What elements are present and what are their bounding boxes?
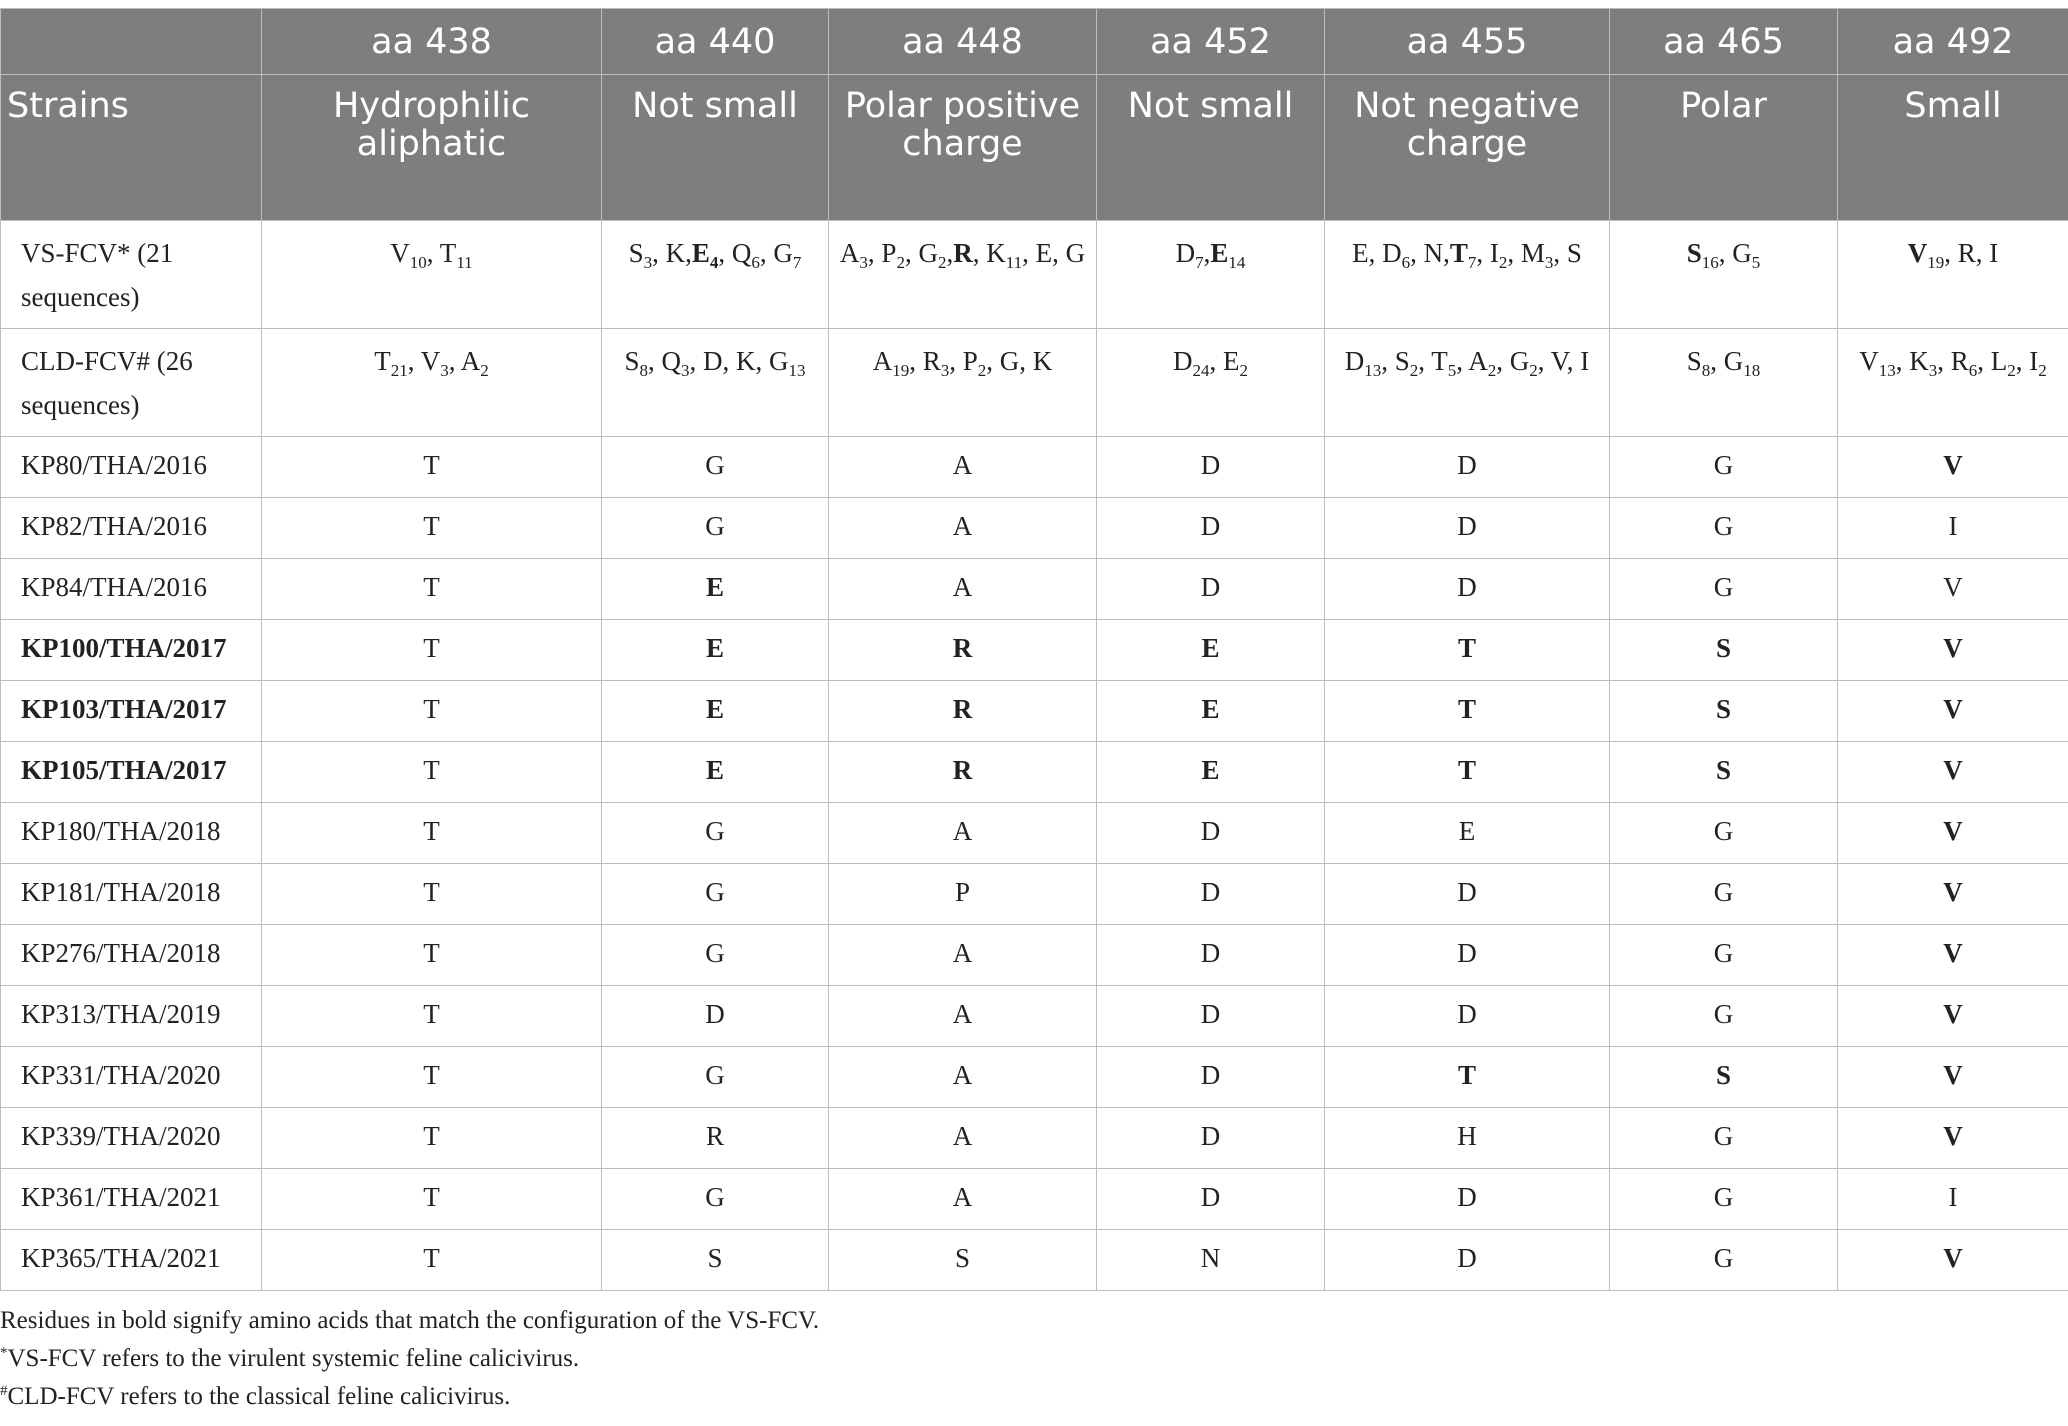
residue-cell-aa438: T	[262, 1047, 602, 1108]
header-cell-property-492: Small	[1838, 75, 2068, 221]
strain-name-cell: KP84/THA/2016	[1, 559, 262, 620]
strain-row	[1, 925, 2068, 986]
residue-cell-aa452: E	[1097, 742, 1325, 803]
residue-count: 5	[1447, 361, 1457, 380]
strain-name-cell: KP82/THA/2016	[1, 498, 262, 559]
residue-cell-aa440: G	[602, 1169, 829, 1230]
residue-cell-aa440: G	[602, 1047, 829, 1108]
header-cell-aa452: aa 452	[1097, 9, 1325, 75]
strain-name-cell: KP339/THA/2020	[1, 1108, 262, 1169]
residue-count: 7	[1467, 253, 1477, 272]
residue-text: , R	[909, 346, 941, 376]
header-cell-aa448: aa 448	[829, 9, 1097, 75]
residue-cell-aa455	[1325, 329, 1610, 437]
residue-cell-aa455: T	[1325, 742, 1610, 803]
strain-name-cell: KP80/THA/2016	[1, 437, 262, 498]
residue-count: 3	[859, 253, 868, 272]
strain-row	[1, 620, 2068, 681]
residue-cell-aa465: G	[1610, 925, 1838, 986]
residue-cell-aa448: P	[829, 864, 1097, 925]
residue-cell-aa492	[1838, 221, 2068, 329]
residue-text: , R	[1937, 346, 1969, 376]
residue-count: 8	[639, 361, 649, 380]
residue-cell-aa455: T	[1325, 681, 1610, 742]
residue-text: , P	[867, 238, 897, 268]
residue-cell-aa448: S	[829, 1230, 1097, 1291]
header-cell-property-448: Polar positive charge	[829, 75, 1097, 221]
residue-cell-aa438: T	[262, 1169, 602, 1230]
residue-count: 3	[643, 253, 653, 272]
strain-row	[1, 1108, 2068, 1169]
strain-name-cell: KP181/THA/2018	[1, 864, 262, 925]
residue-cell-aa465: G	[1610, 1230, 1838, 1291]
residue-cell-aa452: D	[1097, 864, 1325, 925]
residue-count: 13	[1364, 361, 1382, 380]
footnote-vs-fcv	[0, 1340, 819, 1378]
residue-cell-aa448	[829, 221, 1097, 329]
residue-text: S	[624, 346, 640, 376]
residue-count: 2	[1498, 253, 1508, 272]
residue-text: , L	[1977, 346, 2008, 376]
residue-cell-aa448: R	[829, 681, 1097, 742]
residue-text: , S	[1381, 346, 1410, 376]
residue-cell-aa440: D	[602, 986, 829, 1047]
residue-text: S	[1686, 346, 1702, 376]
residue-cell-aa448: A	[829, 437, 1097, 498]
residue-text: ,	[1203, 238, 1211, 268]
residue-cell-aa455: D	[1325, 986, 1610, 1047]
residue-cell-aa455: T	[1325, 620, 1610, 681]
residue-count: 2	[480, 361, 489, 380]
residue-text: E	[691, 238, 710, 268]
header-cell-aa492: aa 492	[1838, 9, 2068, 75]
residue-count: 4	[709, 253, 719, 272]
residue-cell-aa438: T	[262, 498, 602, 559]
residue-count: 6	[751, 253, 760, 272]
residue-cell-aa492: V	[1838, 986, 2068, 1047]
residue-cell-aa465: G	[1610, 864, 1838, 925]
residue-cell-aa452: D	[1097, 1047, 1325, 1108]
residue-cell-aa440: G	[602, 803, 829, 864]
residue-cell-aa465: S	[1610, 620, 1838, 681]
residue-cell-aa492: V	[1838, 1047, 2068, 1108]
header-cell-aa440: aa 440	[602, 9, 829, 75]
header-cell-property-455: Not negative charge	[1325, 75, 1610, 221]
residue-count: 21	[390, 361, 408, 380]
residue-cell-aa448: R	[829, 742, 1097, 803]
residue-cell-aa465: G	[1610, 803, 1838, 864]
residue-text: , T	[1418, 346, 1448, 376]
residue-cell-aa438: T	[262, 803, 602, 864]
residue-count: 19	[892, 361, 910, 380]
header-cell-property-440: Not small	[602, 75, 829, 221]
residue-cell-aa492: V	[1838, 1108, 2068, 1169]
header-cell-aa438: aa 438	[262, 9, 602, 75]
residue-cell-aa438: T	[262, 1108, 602, 1169]
residue-cell-aa440: S	[602, 1230, 829, 1291]
header-cell-aa465: aa 465	[1610, 9, 1838, 75]
residue-cell-aa448: A	[829, 1169, 1097, 1230]
residue-cell-aa492: V	[1838, 864, 2068, 925]
residue-count: 11	[456, 253, 473, 272]
strain-row	[1, 986, 2068, 1047]
residue-cell-aa465: G	[1610, 498, 1838, 559]
residue-cell-aa465: G	[1610, 559, 1838, 620]
residue-cell-aa455: D	[1325, 559, 1610, 620]
residue-cell-aa452	[1097, 221, 1325, 329]
strain-name-cell: KP105/THA/2017	[1, 742, 262, 803]
residue-comparison-table	[0, 8, 2068, 1291]
residue-text: , N,	[1410, 238, 1450, 268]
strain-row	[1, 498, 2068, 559]
residue-text: V	[390, 238, 410, 268]
residue-cell-aa465: S	[1610, 681, 1838, 742]
residue-cell-aa448: A	[829, 986, 1097, 1047]
residue-cell-aa452: E	[1097, 681, 1325, 742]
strain-row	[1, 803, 2068, 864]
residue-count: 24	[1192, 361, 1210, 380]
residue-cell-aa465: G	[1610, 437, 1838, 498]
residue-cell-aa492: V	[1838, 559, 2068, 620]
residue-cell-aa438: T	[262, 437, 602, 498]
strain-name-cell: KP313/THA/2019	[1, 986, 262, 1047]
residue-cell-aa440: E	[602, 620, 829, 681]
residue-cell-aa465: S	[1610, 1047, 1838, 1108]
residue-count: 6	[1968, 361, 1978, 380]
residue-count: 2	[2038, 361, 2047, 380]
header-cell-aa455: aa 455	[1325, 9, 1610, 75]
residue-text: R	[953, 238, 973, 268]
residue-cell-aa438: T	[262, 986, 602, 1047]
residue-count: 14	[1228, 253, 1246, 272]
residue-cell-aa455: D	[1325, 864, 1610, 925]
residue-cell-aa440: G	[602, 864, 829, 925]
residue-text: E	[1210, 238, 1229, 268]
footnote-text: VS-FCV refers to the virulent systemic feline calicivirus.	[7, 1345, 580, 1372]
residue-count: 6	[1401, 253, 1411, 272]
residue-text: T	[1449, 238, 1468, 268]
residue-count: 10	[409, 253, 427, 272]
residue-cell-aa440: E	[602, 559, 829, 620]
residue-cell-aa455	[1325, 221, 1610, 329]
residue-cell-aa452: D	[1097, 559, 1325, 620]
strain-name-cell: VS-FCV* (21 sequences)	[1, 221, 262, 329]
residue-cell-aa465: S	[1610, 742, 1838, 803]
strain-row	[1, 681, 2068, 742]
residue-count: 2	[1239, 361, 1248, 380]
residue-count: 5	[1751, 253, 1761, 272]
residue-text: V	[1859, 346, 1879, 376]
strain-row	[1, 1230, 2068, 1291]
header-cell-strains: Strains	[1, 75, 262, 221]
strain-name-cell: CLD-FCV# (26 sequences)	[1, 329, 262, 437]
residue-text: , R, I	[1944, 238, 1999, 268]
residue-text: , G	[1496, 346, 1530, 376]
residue-cell-aa455: H	[1325, 1108, 1610, 1169]
residue-cell-aa440: E	[602, 681, 829, 742]
residue-cell-aa448: A	[829, 803, 1097, 864]
residue-text: , K	[1895, 346, 1929, 376]
header-cell-property-465: Polar	[1610, 75, 1838, 221]
residue-text: , T	[426, 238, 457, 268]
residue-cell-aa438: T	[262, 925, 602, 986]
strain-name-cell: KP180/THA/2018	[1, 803, 262, 864]
residue-text: , Q	[718, 238, 752, 268]
residue-count: 2	[937, 253, 947, 272]
residue-text: , V	[407, 346, 441, 376]
residue-cell-aa465: G	[1610, 986, 1838, 1047]
residue-cell-aa465	[1610, 221, 1838, 329]
residue-cell-aa452: D	[1097, 498, 1325, 559]
residue-cell-aa438: T	[262, 864, 602, 925]
residue-cell-aa465: G	[1610, 1108, 1838, 1169]
residue-cell-aa448: R	[829, 620, 1097, 681]
residue-text: , G	[904, 238, 938, 268]
strain-name-cell: KP276/THA/2018	[1, 925, 262, 986]
header-cell-corner	[1, 9, 262, 75]
residue-cell-aa440: R	[602, 1108, 829, 1169]
residue-cell-aa492: V	[1838, 437, 2068, 498]
footnote-mark: *	[0, 1345, 8, 1361]
residue-cell-aa448: A	[829, 559, 1097, 620]
residue-text: E, D	[1352, 238, 1402, 268]
residue-count: 3	[681, 361, 690, 380]
residue-text: , E	[1209, 346, 1240, 376]
strain-row	[1, 559, 2068, 620]
residue-text: , V, I	[1537, 346, 1590, 376]
residue-text: V	[1907, 238, 1928, 268]
residue-cell-aa455: T	[1325, 1047, 1610, 1108]
residue-text: A	[872, 346, 893, 376]
residue-cell-aa452: D	[1097, 925, 1325, 986]
residue-cell-aa440: E	[602, 742, 829, 803]
residue-cell-aa448: A	[829, 925, 1097, 986]
residue-text: , K	[972, 238, 1006, 268]
strain-row	[1, 1047, 2068, 1108]
strain-row	[1, 437, 2068, 498]
residue-cell-aa440: G	[602, 925, 829, 986]
residue-cell-aa438	[262, 221, 602, 329]
residue-text: , Q	[648, 346, 682, 376]
residue-count: 13	[788, 361, 806, 380]
residue-cell-aa452: N	[1097, 1230, 1325, 1291]
residue-cell-aa455: D	[1325, 498, 1610, 559]
reference-row	[1, 221, 2068, 329]
residue-text: T	[374, 346, 391, 376]
residue-cell-aa492: V	[1838, 681, 2068, 742]
residue-text: ,	[946, 238, 954, 268]
residue-cell-aa452: D	[1097, 803, 1325, 864]
residue-cell-aa492: V	[1838, 620, 2068, 681]
residue-count: 2	[1529, 361, 1538, 380]
residue-cell-aa492: I	[1838, 498, 2068, 559]
strain-name-cell: KP103/THA/2017	[1, 681, 262, 742]
residue-text: , A	[448, 346, 481, 376]
residue-text: , G	[1718, 238, 1752, 268]
residue-cell-aa492: V	[1838, 1230, 2068, 1291]
strain-name-cell: KP331/THA/2020	[1, 1047, 262, 1108]
residue-cell-aa465	[1610, 329, 1838, 437]
residue-cell-aa440	[602, 221, 829, 329]
residue-cell-aa448: A	[829, 1108, 1097, 1169]
footnote-cld-fcv	[0, 1378, 819, 1416]
residue-cell-aa455: D	[1325, 1169, 1610, 1230]
strain-row	[1, 1169, 2068, 1230]
residue-text: , G, K	[986, 346, 1053, 376]
header-property-row	[1, 75, 2068, 221]
residue-cell-aa452: D	[1097, 986, 1325, 1047]
residue-text: , I	[1476, 238, 1499, 268]
residue-cell-aa438: T	[262, 681, 602, 742]
residue-cell-aa452: D	[1097, 1108, 1325, 1169]
residue-cell-aa438	[262, 329, 602, 437]
residue-cell-aa438: T	[262, 1230, 602, 1291]
residue-cell-aa448	[829, 329, 1097, 437]
reference-row	[1, 329, 2068, 437]
residue-text: , E, G	[1022, 238, 1086, 268]
residue-cell-aa440: G	[602, 498, 829, 559]
residue-text: , A	[1456, 346, 1488, 376]
residue-text: D	[1173, 346, 1193, 376]
residue-text: , P	[949, 346, 978, 376]
residue-count: 3	[1928, 361, 1938, 380]
residue-cell-aa448: A	[829, 498, 1097, 559]
table-body	[1, 221, 2068, 1291]
residue-text: , G	[1710, 346, 1744, 376]
residue-cell-aa452	[1097, 329, 1325, 437]
residue-text: , M	[1507, 238, 1545, 268]
residue-cell-aa492: V	[1838, 742, 2068, 803]
residue-cell-aa455: E	[1325, 803, 1610, 864]
residue-text: , I	[2015, 346, 2039, 376]
residue-cell-aa455: D	[1325, 925, 1610, 986]
residue-count: 2	[977, 361, 987, 380]
residue-cell-aa438: T	[262, 559, 602, 620]
residue-text: D	[1344, 346, 1365, 376]
residue-cell-aa448: A	[829, 1047, 1097, 1108]
residue-cell-aa440	[602, 329, 829, 437]
residue-cell-aa452: D	[1097, 1169, 1325, 1230]
residue-text: D	[1175, 238, 1196, 268]
residue-count: 7	[792, 253, 802, 272]
residue-cell-aa492	[1838, 329, 2068, 437]
residue-text: S	[1686, 238, 1702, 268]
residue-count: 3	[1544, 253, 1554, 272]
strain-name-cell: KP361/THA/2021	[1, 1169, 262, 1230]
residue-cell-aa438: T	[262, 620, 602, 681]
residue-cell-aa455: D	[1325, 1230, 1610, 1291]
header-position-row	[1, 9, 2068, 75]
residue-cell-aa455: D	[1325, 437, 1610, 498]
residue-cell-aa465: G	[1610, 1169, 1838, 1230]
residue-cell-aa440: G	[602, 437, 829, 498]
residue-count: 18	[1743, 361, 1761, 380]
residue-count: 3	[940, 361, 950, 380]
strain-name-cell: KP100/THA/2017	[1, 620, 262, 681]
header-cell-property-438: Hydrophilic aliphatic	[262, 75, 602, 221]
footnote-bold: Residues in bold signify amino acids that match the configuration of the VS-FCV.	[0, 1307, 820, 1334]
residue-cell-aa492: I	[1838, 1169, 2068, 1230]
residue-count: 19	[1927, 253, 1945, 272]
footnote-mark: #	[0, 1383, 8, 1399]
residue-text: , K,	[652, 238, 692, 268]
residue-count: 7	[1195, 253, 1204, 272]
residue-cell-aa452: D	[1097, 437, 1325, 498]
residue-text: , G	[759, 238, 793, 268]
strain-row	[1, 742, 2068, 803]
residue-count: 11	[1005, 253, 1023, 272]
residue-count: 2	[1487, 361, 1497, 380]
header-cell-property-452: Not small	[1097, 75, 1325, 221]
residue-text: A	[839, 238, 860, 268]
residue-count: 2	[2007, 361, 2016, 380]
strain-name-cell: KP365/THA/2021	[1, 1230, 262, 1291]
residue-cell-aa492: V	[1838, 925, 2068, 986]
residue-text: , D, K, G	[689, 346, 789, 376]
table-footnotes	[0, 1302, 819, 1416]
residue-text: S	[628, 238, 644, 268]
residue-count: 3	[440, 361, 449, 380]
strain-row	[1, 864, 2068, 925]
residue-count: 8	[1701, 361, 1711, 380]
residue-count: 16	[1701, 253, 1719, 272]
residue-count: 2	[896, 253, 905, 272]
residue-cell-aa452: E	[1097, 620, 1325, 681]
footnote-text: CLD-FCV refers to the classical feline calicivirus.	[7, 1383, 511, 1410]
residue-cell-aa492: V	[1838, 803, 2068, 864]
residue-text: , S	[1553, 238, 1582, 268]
residue-count: 13	[1878, 361, 1896, 380]
residue-count: 2	[1409, 361, 1419, 380]
residue-cell-aa438: T	[262, 742, 602, 803]
